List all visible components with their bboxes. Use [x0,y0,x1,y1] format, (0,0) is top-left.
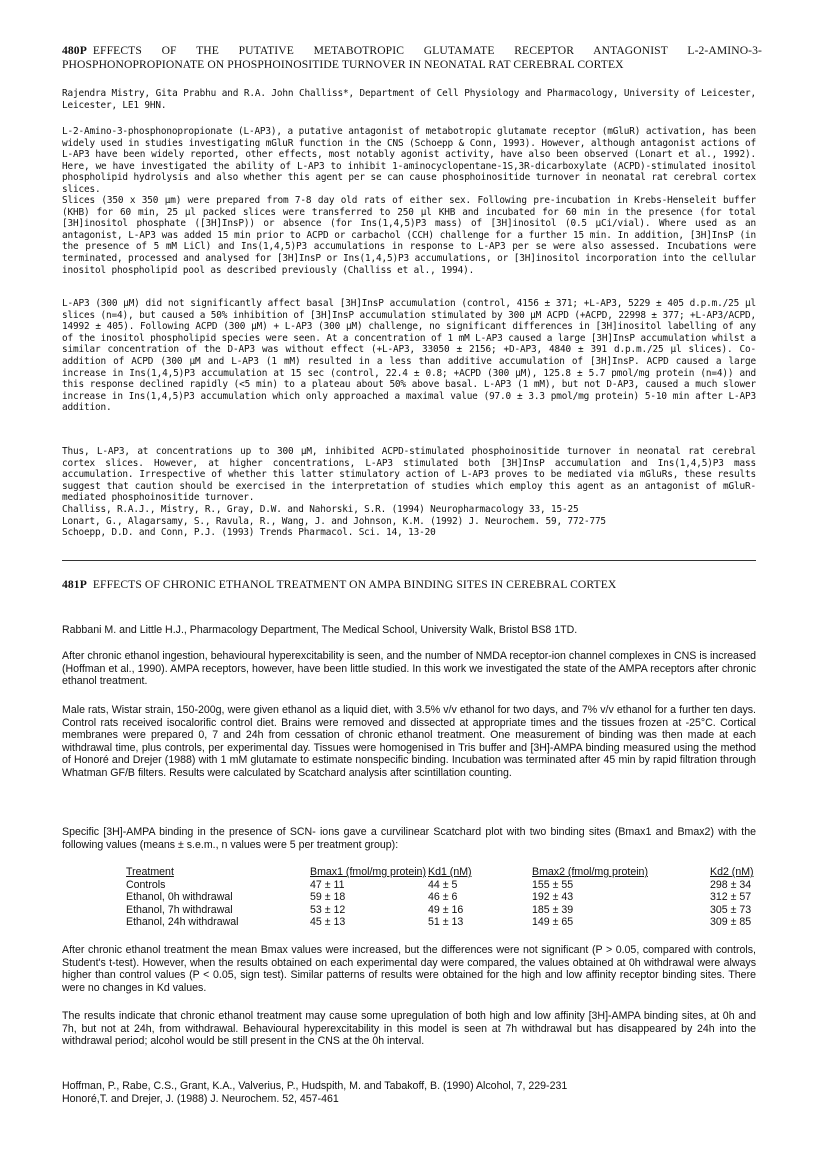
table-cell: Ethanol, 7h withdrawal [126,903,233,916]
table-cell: Ethanol, 0h withdrawal [126,891,233,903]
abstract-481-results-intro: Specific [3H]-AMPA binding in the presence of SCN- ions gave a curvilinear Scatchard plot with two binding sites (Bmax1 and Bmax2) with the following values (means ± s.e.m., n values were 5 per treatment group): [62,826,756,851]
table-header-row [126,862,770,878]
abstract-480-introduction: L-2-Amino-3-phosphonopropionate (L-AP3), a putative antagonist of metabotropic glutamate receptor (mGluR) activation, has been widely used in studies investigating mGluR function in the CNS (Schoepp & Conn, 1993). However, although antagonist actions of L-AP3 have been widely reported, other effects, most notably agonist activity, have also been observed (Lonart et al., 1992). Here, we have investigated the ability of L-AP3 to inhibit 1-aminocyclopentane-1S,3R-dicarboxylate (ACPD)-stimulated inositol phospholipid hydrolysis and also whether this agent per se can cause phosphoinositide turnover in neonatal rat cerebral cortex slices. [62,126,756,195]
table-cell: 53 ± 12 [310,903,346,916]
abstract-481-methods: Male rats, Wistar strain, 150-200g, were given ethanol as a liquid diet, with 3.5% v/v ethanol for two days, and 7% v/v ethanol for a further ten days. Control rats received isocalorific control diet. Brains were removed and dissected at appropriate times and the tissues frozen at -25°C. Cortical membranes were prepared 0, 7 and 24h from cessation of chronic ethanol treatment. One measurement of binding was then made at each withdrawal time, plus controls, per experimental day. Tissues were homogenised in Tris buffer and [3H]-AMPA binding measured using the method of Honoré and Drejer (1988) with 1 mM glutamate to estimate nonspecific binding. Incubation was terminated after 45 min by rapid filtration through Whatman GF/B filters. Results were calculated by Scatchard analysis after scintillation counting. [62,704,756,779]
table-cell: 192 ± 43 [532,891,574,903]
table-cell: 185 ± 39 [532,903,574,916]
table-cell: 51 ± 13 [428,916,464,928]
header-kd2: Kd2 (nM) [710,866,754,878]
reference-item: Challiss, R.A.J., Mistry, R., Gray, D.W. and Nahorski, S.R. (1994) Neuropharmacology 33, 15-25 [62,504,579,515]
binding-results-table [126,862,770,928]
reference-item: Schoepp, D.D. and Conn, P.J. (1993) Trends Pharmacol. Sci. 14, 13-20 [62,527,436,539]
section-divider [62,560,756,561]
abstract-480-conclusion: Thus, L-AP3, at concentrations up to 300 µM, inhibited ACPD-stimulated phosphoinositide turnover in neonatal rat cerebral cortex slices. However, at higher concentrations, L-AP3 stimulated both [3H]InsP accumulation and Ins(1,4,5)P3 mass accumulation. Irrespective of whether this latter stimulatory action of L-AP3 proves to be mediated via mGluRs, these results suggest that caution should be exercised in the interpretation of studies which employ this agent as an antagonist of mGluR-mediated phosphoinositide turnover. [62,446,756,504]
table-cell: 49 ± 16 [428,903,464,916]
table-cell: 298 ± 34 [710,878,752,891]
reference-item: Lonart, G., Alagarsamy, S., Ravula, R., Wang, J. and Johnson, K.M. (1992) J. Neurochem. 59, 772-775 [62,515,606,527]
table-cell: Ethanol, 24h withdrawal [126,916,239,928]
table-row [126,903,770,916]
table-cell: 305 ± 73 [710,903,752,916]
table-cell: 155 ± 55 [532,878,574,891]
table-row [126,916,770,929]
table-row [126,891,770,904]
abstract-480-number: 480P [62,44,87,57]
table-cell: 149 ± 65 [532,916,574,928]
table-cell: 312 ± 57 [710,891,752,903]
abstract-480-references [62,504,756,539]
table-cell: 46 ± 6 [428,891,458,903]
abstract-481-discussion: After chronic ethanol treatment the mean Bmax values were increased, but the differences were not significant (P > 0.05, compared with controls, Student's t-test). However, when the results obtained on each experimental day were compared, the values obtained at 0h withdrawal were always higher than control values (P < 0.05, sign test). Similar patterns of results were obtained for the high and low affinity receptor binding sites. There were no changes in Kd values. [62,944,756,994]
header-kd1: Kd1 (nM) [428,866,472,878]
reference-item: Honoré,T. and Drejer, J. (1988) J. Neurochem. 52, 457-461 [62,1092,339,1105]
header-bmax1: Bmax1 (fmol/mg protein) [310,866,426,878]
reference-item: Hoffman, P., Rabe, C.S., Grant, K.A., Valverius, P., Hudspith, M. and Tabakoff, B. (1990) Alcohol, 7, 229-231 [62,1080,568,1092]
table-row [126,878,770,891]
table-cell: 44 ± 5 [428,878,458,891]
abstract-480-title: EFFECTS OF THE PUTATIVE METABOTROPIC GLUTAMATE RECEPTOR ANTAGONIST L-2-AMINO-3-PHOSPHONOPROPIONATE ON PHOSPHOINOSITIDE TURNOVER IN NEONATAL RAT CEREBRAL CORTEX [62,44,762,71]
abstract-481-title-block [62,578,762,592]
table-cell: 47 ± 11 [310,878,345,891]
abstract-480-title-block [62,44,762,72]
table-cell: 45 ± 13 [310,916,346,928]
abstract-481-introduction: After chronic ethanol ingestion, behavioural hyperexcitability is seen, and the number of NMDA receptor-ion channel complexes in CNS is increased (Hoffman et al., 1990). AMPA receptors, however, have been little studied. In this work we investigated the state of the AMPA receptors after chronic ethanol treatment. [62,650,756,688]
abstract-481-title: EFFECTS OF CHRONIC ETHANOL TREATMENT ON AMPA BINDING SITES IN CEREBRAL CORTEX [92,578,617,591]
abstract-480-methods: Slices (350 x 350 µm) were prepared from 7-8 day old rats of either sex. Following pre-incubation in Krebs-Henseleit buffer (KHB) for 60 min, 25 µl packed slices were transferred to 250 µl KHB and incubated for 60 min in the presence (for total [3H]inositol phosphate ([3H]InsP)) or absence (for Ins(1,4,5)P3 mass) of [3H]inositol (0.5 µCi/vial). Where used as an antagonist, L-AP3 was added 15 min prior to ACPD or carbachol (CCH) challenge for a further 15 min. In addition, [3H]InsP (in the presence of 5 mM LiCl) and Ins(1,4,5)P3 accumulations in response to L-AP3 per se were also assessed. Incubations were terminated, processed and analysed for [3H]InsP or Ins(1,4,5)P3 accumulations, or [3H]inositol incorporation into the cellular inositol phospholipid pool as described previously (Challiss et al., 1994). [62,195,756,276]
abstract-481-number: 481P [62,578,87,591]
header-bmax2: Bmax2 (fmol/mg protein) [532,866,648,878]
table-cell: Controls [126,878,166,891]
abstract-480-authors: Rajendra Mistry, Gita Prabhu and R.A. John Challiss*, Department of Cell Physiology and Pharmacology, University of Leicester, Leicester, LE1 9HN. [62,88,756,111]
abstract-481-references [62,1080,756,1105]
table-cell: 59 ± 18 [310,891,346,903]
abstract-481-conclusion: The results indicate that chronic ethanol treatment may cause some upregulation of both high and low affinity [3H]-AMPA binding sites, at 0h and 7h, but not at 24h, from withdrawal. Behavioural hyperexcitability in this model is seen at 7h withdrawal but has disappeared by 24h into the withdrawal period; alcohol would be still present in the CNS at the 0h interval. [62,1010,756,1048]
table-cell: 309 ± 85 [710,916,752,928]
abstract-481-authors: Rabbani M. and Little H.J., Pharmacology Department, The Medical School, University Walk, Bristol BS8 1TD. [62,624,578,636]
header-treatment: Treatment [126,866,174,878]
abstract-480-results: L-AP3 (300 µM) did not significantly affect basal [3H]InsP accumulation (control, 4156 ± 371; +L-AP3, 5229 ± 405 d.p.m./25 µl slices (n=4), but caused a 50% inhibition of [3H]InsP accumulation stimulated by 300 µM ACPD (+ACPD, 22998 ± 377; +L-AP3/ACPD, 14992 ± 405). Following ACPD (300 µM) + L-AP3 (300 µM) challenge, no significant differences in [3H]inositol labelling of any of the inositol phospholipid species were seen. At a concentration of 1 mM L-AP3 caused a large [3H]InsP accumulation whilst a similar concentration of the D-AP3 was without effect (+L-AP3, 33050 ± 2156; +D-AP3, 4840 ± 391 d.p.m./25 µl slices). Co-addition of ACPD (300 µM and L-AP3 (1 mM) resulted in a less than additive accumulation of [3H]InsP. ACPD caused a large increase in Ins(1,4,5)P3 accumulation at 15 sec (control, 22.4 ± 0.8; +ACPD (300 µM), 125.8 ± 5.7 pmol/mg protein (n=4)) and this response declined rapidly (<5 min) to a plateau about 50% above basal. L-AP3 (1 mM), but not D-AP3, caused a much slower increase in Ins(1,4,5)P3 accumulation which only approached a maximal value (97.0 ± 3.3 pmol/mg protein) 5-10 min after L-AP3 addition. [62,298,756,414]
